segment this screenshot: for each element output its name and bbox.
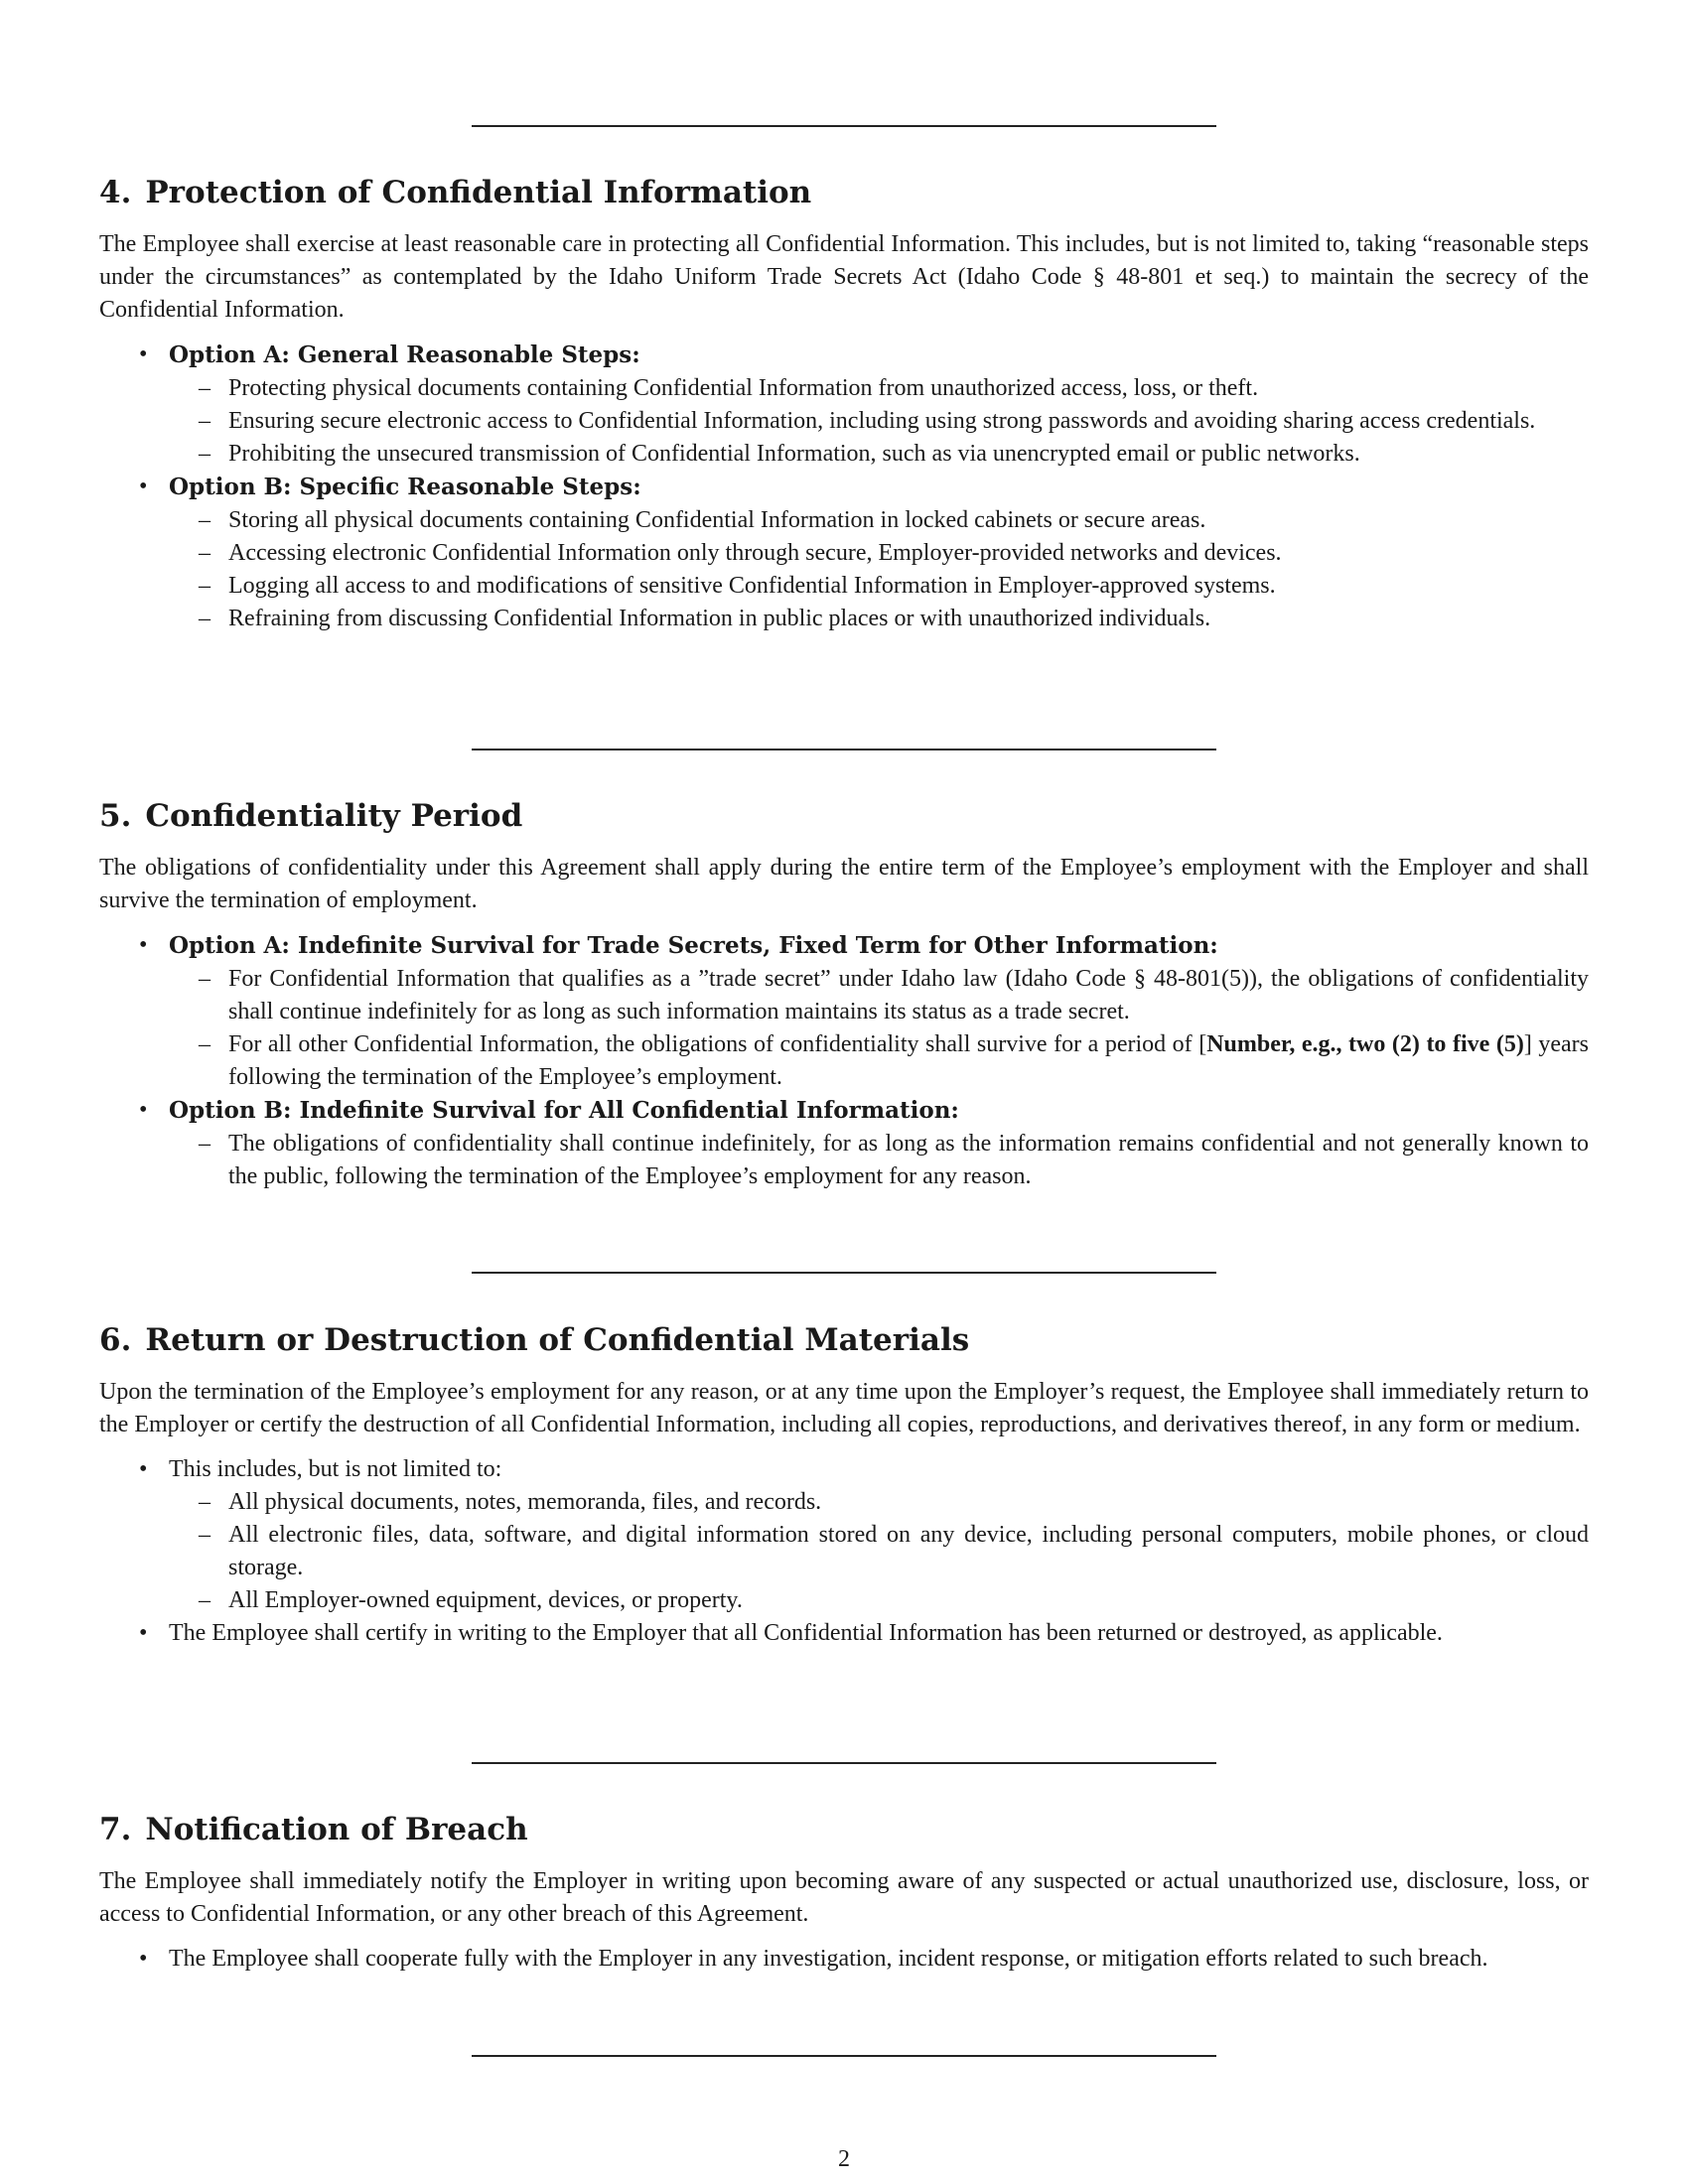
bullet-icon: • xyxy=(139,341,148,367)
option-label: Option B: Specific Reasonable Steps: xyxy=(169,474,641,500)
bullet-icon: • xyxy=(139,1946,148,1972)
section-divider xyxy=(472,125,1216,127)
list-item-text: For all other Confidential Information, the obligations of confidentiality shall survive for a period of [ xyxy=(228,1031,1207,1057)
dash-icon: – xyxy=(199,573,211,599)
option-label: Option A: Indefinite Survival for Trade Secrets, Fixed Term for Other Information: xyxy=(169,932,1218,959)
dash-icon: – xyxy=(199,540,211,566)
section-7 xyxy=(99,1810,1589,1976)
section-5 xyxy=(99,796,1589,1193)
list-item xyxy=(169,504,1589,537)
list-item xyxy=(169,603,1589,635)
section-title: Protection of Confidential Information xyxy=(145,175,812,210)
dash-icon: – xyxy=(199,408,211,434)
list-item xyxy=(169,570,1589,603)
section-heading xyxy=(99,173,1589,212)
list-item xyxy=(169,1128,1589,1193)
dash-icon: – xyxy=(199,966,211,992)
option-item xyxy=(99,471,1589,635)
bullet-text: The Employee shall cooperate fully with the Employer in any investigation, incident response, or mitigation efforts related to such breach. xyxy=(169,1946,1488,1972)
sub-list xyxy=(169,372,1589,471)
section-number: 5. xyxy=(99,798,132,834)
bullet-list xyxy=(99,1943,1589,1976)
bullet-item xyxy=(99,1943,1589,1976)
page-number: 2 xyxy=(838,2146,850,2172)
bullet-icon: • xyxy=(139,474,148,499)
section-paragraph: The obligations of confidentiality under this Agreement shall apply during the entire term of the Employee’s employment with the Employer and shall survive the termination of employment. xyxy=(99,855,1589,913)
dash-icon: – xyxy=(199,1489,211,1515)
list-item-text: Ensuring secure electronic access to Confidential Information, including using strong passwords and avoiding sharing access credentials. xyxy=(228,408,1536,434)
option-item xyxy=(99,929,1589,1094)
dash-icon: – xyxy=(199,1587,211,1613)
option-item xyxy=(99,1094,1589,1193)
list-item xyxy=(169,1028,1589,1094)
bullet-icon: • xyxy=(139,932,148,958)
list-item-text: Logging all access to and modifications of sensitive Confidential Information in Employer-approved systems. xyxy=(228,573,1276,599)
list-item-text: Storing all physical documents containing Confidential Information in locked cabinets or secure areas. xyxy=(228,507,1206,533)
list-item-text: Protecting physical documents containing Confidential Information from unauthorized access, loss, or theft. xyxy=(228,375,1259,401)
dash-icon: – xyxy=(199,1522,211,1548)
list-item xyxy=(169,405,1589,438)
section-4 xyxy=(99,173,1589,635)
bullet-icon: • xyxy=(139,1620,148,1646)
section-paragraph: Upon the termination of the Employee’s employment for any reason, or at any time upon the Employer’s request, the Employee shall immediately return to the Employer or certify the destruction of all Confidential Information, including all copies, reproductions, and derivatives thereof, in any form or medium. xyxy=(99,1379,1589,1437)
bullet-text: This includes, but is not limited to: xyxy=(169,1456,502,1482)
list-item xyxy=(169,1519,1589,1584)
option-label: Option A: General Reasonable Steps: xyxy=(169,341,640,368)
section-divider xyxy=(472,749,1216,751)
list-item-text: All Employer-owned equipment, devices, or property. xyxy=(228,1587,743,1613)
list-item xyxy=(169,963,1589,1028)
section-title: Notification of Breach xyxy=(145,1812,528,1847)
list-item xyxy=(169,537,1589,570)
list-item-text: ] years following the termination of the Employee’s employment. xyxy=(228,1031,1589,1090)
dash-icon: – xyxy=(199,375,211,401)
list-item-text: Refraining from discussing Confidential Information in public places or with unauthorized individuals. xyxy=(228,606,1211,631)
bullet-item xyxy=(99,1617,1589,1650)
list-item-text: For Confidential Information that qualifies as a ”trade secret” under Idaho law (Idaho Code § 48-801(5)), the obligations of confidentiality shall continue indefinitely for as long as such information maintains its status as a trade secret. xyxy=(228,966,1589,1024)
list-item-text: All electronic files, data, software, and digital information stored on any device, including personal computers, mobile phones, or cloud storage. xyxy=(228,1522,1589,1580)
section-title: Confidentiality Period xyxy=(145,798,523,834)
list-item-text: All physical documents, notes, memoranda, files, and records. xyxy=(228,1489,822,1515)
section-divider xyxy=(472,1762,1216,1764)
section-heading xyxy=(99,1320,1589,1360)
section-paragraph: The Employee shall immediately notify the Employer in writing upon becoming aware of any suspected or actual unauthorized use, disclosure, loss, or access to Confidential Information, or any other breach of this Agreement. xyxy=(99,1868,1589,1927)
sub-list xyxy=(169,1128,1589,1193)
option-label: Option B: Indefinite Survival for All Confidential Information: xyxy=(169,1097,959,1124)
dash-icon: – xyxy=(199,606,211,631)
dash-icon: – xyxy=(199,441,211,467)
bullet-list xyxy=(99,1453,1589,1650)
document-page xyxy=(99,0,1589,2184)
placeholder-term: Number, e.g., two (2) to five (5) xyxy=(1206,1031,1524,1057)
section-number: 4. xyxy=(99,175,132,210)
bullet-icon: • xyxy=(139,1097,148,1123)
section-divider xyxy=(472,2055,1216,2057)
sub-list xyxy=(169,1486,1589,1617)
list-item xyxy=(169,1486,1589,1519)
dash-icon: – xyxy=(199,507,211,533)
list-item xyxy=(169,372,1589,405)
bullet-text: The Employee shall certify in writing to the Employer that all Confidential Information has been returned or destroyed, as applicable. xyxy=(169,1620,1443,1646)
list-item-text: The obligations of confidentiality shall continue indefinitely, for as long as the information remains confidential and not generally known to the public, following the termination of the Employee’s employment for any reason. xyxy=(228,1131,1589,1189)
list-item-text: Accessing electronic Confidential Information only through secure, Employer-provided networks and devices. xyxy=(228,540,1282,566)
options-list xyxy=(99,929,1589,1193)
option-item xyxy=(99,339,1589,471)
section-heading xyxy=(99,1810,1589,1849)
list-item xyxy=(169,438,1589,471)
section-paragraph: The Employee shall exercise at least reasonable care in protecting all Confidential Information. This includes, but is not limited to, taking “reasonable steps under the circumstances” as contemplated by the Idaho Uniform Trade Secrets Act (Idaho Code § 48-801 et seq.) to maintain the secrecy of the Confidential Information. xyxy=(99,231,1589,323)
section-heading xyxy=(99,796,1589,836)
options-list xyxy=(99,339,1589,635)
section-title: Return or Destruction of Confidential Materials xyxy=(145,1322,970,1358)
sub-list xyxy=(169,963,1589,1094)
sub-list xyxy=(169,504,1589,635)
section-divider xyxy=(472,1272,1216,1274)
bullet-icon: • xyxy=(139,1456,148,1482)
dash-icon: – xyxy=(199,1131,211,1157)
section-number: 7. xyxy=(99,1812,132,1847)
section-number: 6. xyxy=(99,1322,132,1358)
list-item xyxy=(169,1584,1589,1617)
list-item-text: Prohibiting the unsecured transmission of Confidential Information, such as via unencrypted email or public networks. xyxy=(228,441,1360,467)
section-6 xyxy=(99,1320,1589,1650)
dash-icon: – xyxy=(199,1031,211,1057)
bullet-item xyxy=(99,1453,1589,1617)
